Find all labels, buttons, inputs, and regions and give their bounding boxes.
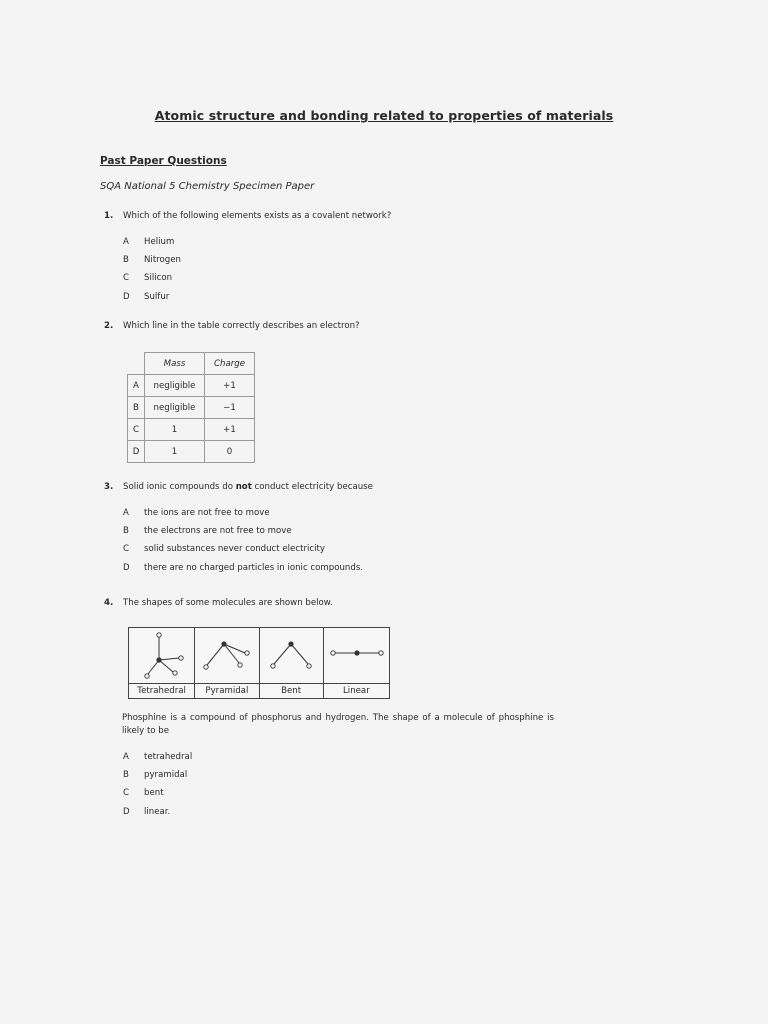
option-letter: C xyxy=(123,544,130,555)
column-header-mass: Mass xyxy=(145,353,205,375)
option-letter: D xyxy=(123,806,130,817)
charge-cell: 0 xyxy=(205,441,255,463)
question-number: 3. xyxy=(104,482,114,492)
molecule-shapes-table xyxy=(128,627,390,699)
table-row xyxy=(128,375,255,397)
shape-cell-linear xyxy=(324,628,389,698)
option-text: the electrons are not free to move xyxy=(144,526,292,537)
mass-cell: 1 xyxy=(145,441,205,463)
option-letter: C xyxy=(123,273,130,284)
option-text: tetrahedral xyxy=(144,752,193,762)
shape-label: Pyramidal xyxy=(205,686,249,696)
option-text: solid substances never conduct electricity xyxy=(144,544,325,555)
shape-cell-pyramidal xyxy=(195,628,259,698)
shape-label: Linear xyxy=(343,686,370,696)
question-number: 4. xyxy=(104,598,114,608)
mass-cell: negligible xyxy=(145,375,205,397)
option-text: bent xyxy=(144,788,164,799)
table-row xyxy=(128,419,255,441)
charge-cell: −1 xyxy=(205,397,255,419)
row-letter: B xyxy=(128,397,145,419)
section-heading: Past Paper Questions xyxy=(100,155,227,167)
question-text: Which line in the table correctly describes an electron? xyxy=(123,321,360,331)
question-text-part: conduct electricity because xyxy=(251,482,373,492)
table-row xyxy=(128,397,255,419)
option-text: linear. xyxy=(144,806,171,817)
tetrahedral-molecule-icon xyxy=(129,628,194,684)
charge-cell: +1 xyxy=(205,375,255,397)
question-text: Which of the following elements exists as a covalent network? xyxy=(123,211,392,221)
option-text: there are no charged particles in ionic compounds. xyxy=(144,562,364,573)
option-letter: D xyxy=(123,291,130,302)
page-title: Atomic structure and bonding related to properties of materials xyxy=(154,108,614,123)
option-text: pyramidal xyxy=(144,770,188,781)
option-text: Helium xyxy=(144,237,175,247)
option-text: Sulfur xyxy=(144,291,170,302)
mass-cell: 1 xyxy=(145,419,205,441)
option-letter: B xyxy=(123,526,129,537)
option-text: Nitrogen xyxy=(144,255,181,266)
column-header-charge: Charge xyxy=(205,353,255,375)
question-text-part: Solid ionic compounds do xyxy=(123,482,236,492)
option-letter: B xyxy=(123,255,129,266)
table-corner xyxy=(128,353,145,375)
mass-cell: negligible xyxy=(145,397,205,419)
question-text xyxy=(123,482,373,492)
question-number: 1. xyxy=(104,211,114,221)
pyramidal-molecule-icon xyxy=(195,628,258,684)
row-letter: A xyxy=(128,375,145,397)
question-text: The shapes of some molecules are shown below. xyxy=(123,598,333,608)
option-text: the ions are not free to move xyxy=(144,508,270,518)
source-line: SQA National 5 Chemistry Specimen Paper xyxy=(100,181,315,192)
row-letter: D xyxy=(128,441,145,463)
row-letter: C xyxy=(128,419,145,441)
bent-molecule-icon xyxy=(260,628,323,684)
question-number: 2. xyxy=(104,321,114,331)
option-letter: A xyxy=(123,237,129,247)
question-4-paragraph: Phosphine is a compound of phosphorus and hydrogen. The shape of a molecule of phosphine is likely to be xyxy=(122,713,554,736)
option-letter: B xyxy=(123,770,129,781)
option-letter: C xyxy=(123,788,130,799)
option-text: Silicon xyxy=(144,273,173,284)
shape-cell-tetrahedral xyxy=(129,628,195,698)
shape-label: Tetrahedral xyxy=(137,686,186,696)
linear-molecule-icon xyxy=(324,628,389,684)
shape-cell-bent xyxy=(260,628,324,698)
option-letter: A xyxy=(123,752,129,762)
electron-table xyxy=(127,352,255,463)
charge-cell: +1 xyxy=(205,419,255,441)
option-letter: D xyxy=(123,562,130,573)
table-row xyxy=(128,441,255,463)
question-text-emphasis: not xyxy=(235,482,252,492)
option-letter: A xyxy=(123,508,129,518)
shape-label: Bent xyxy=(281,686,302,696)
